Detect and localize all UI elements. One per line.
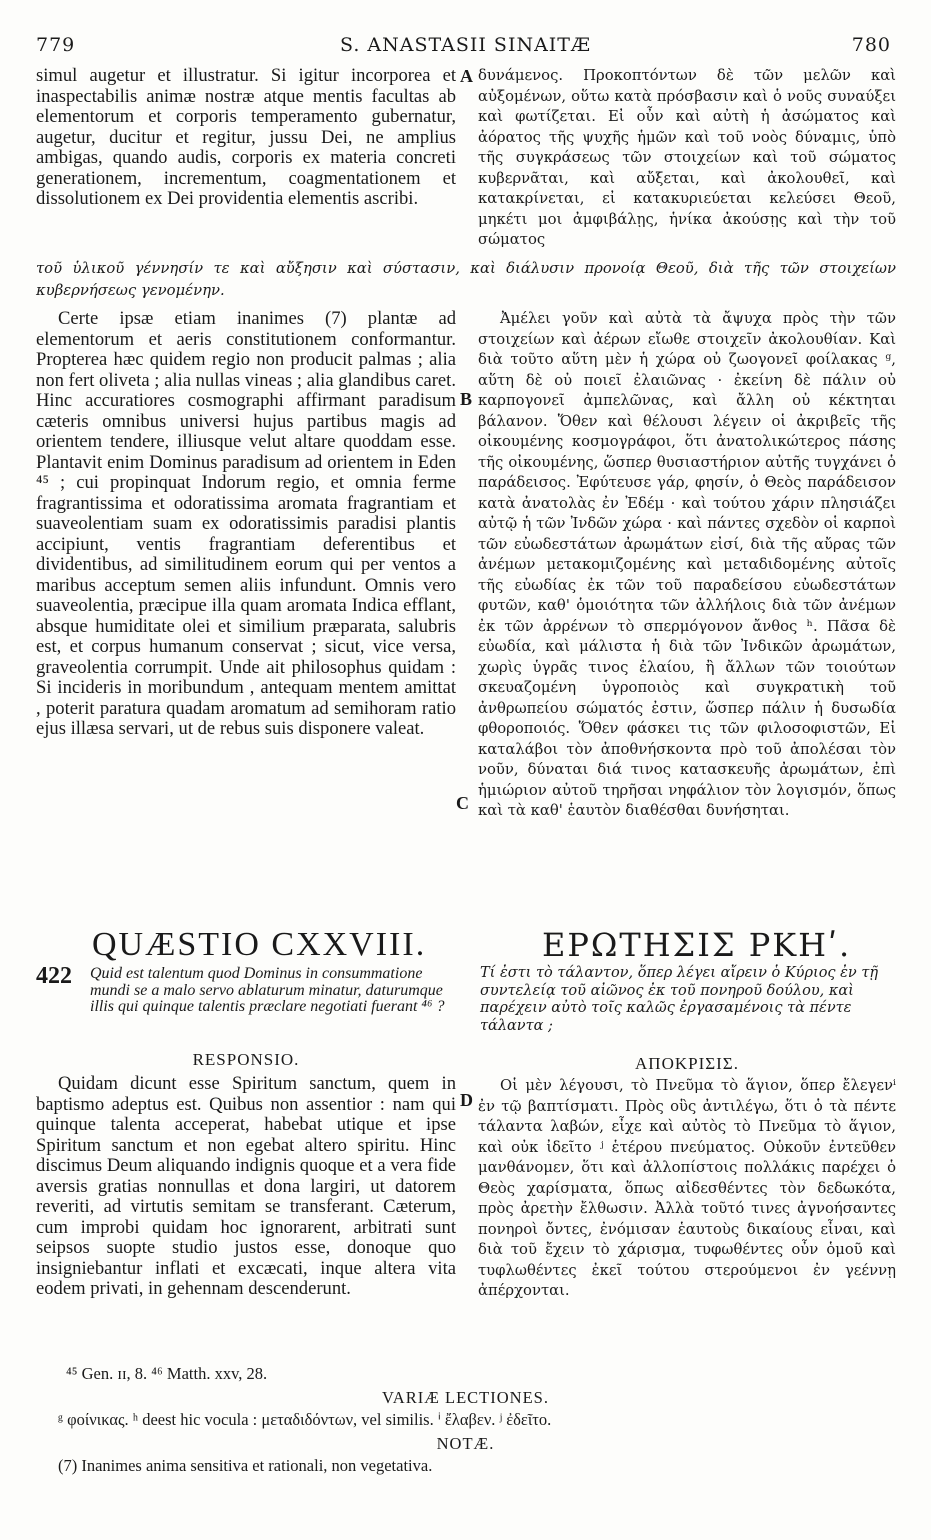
variae-lectiones-heading: VARIÆ LECTIONES. (382, 1388, 549, 1407)
variae-lectiones-text: ᵍ φοίνικας. ʰ deest hic vocula : μεταδιδόντων, vel similis. ⁱ ἔλαβεν. ʲ ἐδεῖτο. (58, 1410, 552, 1429)
greek-full-width-line: τοῦ ὑλικοῦ γέννησίν τε καὶ αὔξησιν καὶ σύστασιν, καὶ διάλυσιν προνοίᾳ Θεοῦ, διὰ τῆς τῶν στοιχείων (36, 260, 896, 277)
apokrisis-heading: ΑΠΟΚΡΙΣΙΣ. (635, 1054, 739, 1073)
question-text-latin: Quid est talentum quod Dominus in consummatione mundi se a malo servo ablaturum minatur, daturumque illis qui quinque talentis præclare negotiati fuerant ⁴⁶ ? (90, 965, 445, 1015)
greek-full-width-line-2: κυβερνήσεως γενομένην. (36, 282, 225, 299)
margin-letter-b: B (460, 389, 473, 409)
responsio-heading: RESPONSIO. (192, 1050, 300, 1069)
latin-answer-paragraph: Quidam dicunt esse Spiritum sanctum, quem in baptismo adeptus est. Quibus non assentior : nam qui quinque talenta acceperat, habebat utique et ipse Spiritum sanctum et non egebat altero spiritu. Hinc discimus Deum aliquando indignis quoque et a vera fide aversis gratias nonnullas et dona largiri, ut datorem reveriti, ad virtutis semitam se transferant. Cæterum, cum improbi quidam hoc ignorarent, arbitrati sunt seipsos suopte studio justos esse, donoque quo insigniebantur inflati et excæcati, inque altera vita eodem privati, in gehennam descenderunt. (36, 1073, 456, 1299)
question-number: 422 (36, 963, 72, 989)
page-number-left: 779 (36, 34, 76, 56)
question-text-greek: Τί ἐστι τὸ τάλαντον, ὅπερ λέγει αἴρειν ὁ Κύριος ἐν τῇ συντελείᾳ τοῦ αἰῶνος ἐκ τοῦ πονηροῦ δούλου, καὶ παρέχειν αὐτὸ τοῖς καλῶς ἐργασαμένοις τὰ πέντε τάλαντα ; (480, 965, 879, 1034)
latin-top-paragraph: simul augetur et illustratur. Si igitur incorporea et inaspectabilis animæ nostræ atque mentis facultas ab elementorum et corporis temperamento gubernatur, augetur, ducitur et regitur, jussu Dei, ne amplius ambigas, quando audis, corporis ex materia concreti generationem, incrementum, coagmentationem et dissolutionem ex Dei providentia elementis ascribi. (36, 65, 456, 209)
margin-letter-a: A (460, 66, 473, 86)
notae-heading: NOTÆ. (436, 1434, 495, 1453)
question-title-greek: ΕΡΩΤΗΣΙΣ ΡΚΗʹ. (542, 926, 852, 964)
margin-letter-c: C (456, 793, 469, 813)
latin-main-paragraph: Certe ipsæ etiam inanimes (7) plantæ ad elementorum et aeris constitutionem conformantur. Propterea hæc quidem regio non producit palmas ; alia non fert oliveta ; alia nullas vineas ; alia glandibus caret. Hinc accuratiores cosmographi affirmant paradisum cæteris omnibus universi hujus partibus magis ad orientem tendere, illiusque velut altare quoddam esse. Plantavit enim Dominus paradisum ad orientem in Eden ⁴⁵ ; cui propinquat Indorum regio, et omnia ferme fragrantissima et odoratissima aromata fragrantiam et suaveolentiam suam ex odoratissimis paradisi plantis accipiunt, ventis fragrantiam deferentibus et dividentibus, ad similitudinem eorum qui per ventos a maribus acceptum semen aliis infundunt. Omnis vero suaveolentia, præcipue illa quam aromata Indica efflant, absque humiditate olei et similium præparata, salubris est, et corpus humanum conservat ; sicut, vice versa, graveolentia corrumpit. Unde ait philosophus quidam : Si incideris in moribundum , antequam mentem amittat , poterit paratura quadam aromatum ad semihoram ratio ejus illæsa servari, ut de rebus suis disponere valeat. (36, 308, 456, 739)
page-number-right: 780 (851, 34, 891, 56)
running-title: S. ANASTASII SINAITÆ (340, 34, 591, 56)
margin-letter-d: D (460, 1090, 473, 1110)
scripture-references: ⁴⁵ Gen. ɪɪ, 8. ⁴⁶ Matth. xxv, 28. (66, 1364, 268, 1383)
notae-text: (7) Inanimes anima sensitiva et rationali, non vegetativa. (58, 1456, 433, 1475)
greek-top-paragraph: δυνάμενος. Προκοπτόντων δὲ τῶν μελῶν καὶ αὐξομένων, οὕτω κατὰ πρόσβασιν καὶ ὁ νοῦς συναύξει καὶ φωτίζεται. Εἰ οὖν καὶ αὐτὴ ἡ ἀσώματος καὶ ἀόρατος τῆς ψυχῆς ἡμῶν καὶ τοῦ νοὸς δύναμις, ὑπὸ τῆς συγκράσεως τῶν στοιχείων καὶ τοῦ σώματος κυβερνᾶται, καὶ αὔξεται, καὶ ἀκολουθεῖ, καὶ κατακρίνεται, εἰ κατακυριεύεται κελεύσει Θεοῦ, μηκέτι μοι ἀμφιβάλῃς, ἡνίκα ἀκούσῃς καὶ τὴν τοῦ σώματος (478, 67, 896, 248)
greek-answer-paragraph: Οἱ μὲν λέγουσι, τὸ Πνεῦμα τὸ ἅγιον, ὅπερ ἔλεγενⁱ ἐν τῷ βαπτίσματι. Πρὸς οὓς ἀντιλέγω, ὅτι ὁ τὰ πέντε τάλαντα λαβών, εἶχε καὶ αὐτὸς τὸ Πνεῦμα τὸ ἅγιον, καὶ οὐκ ἰδεῖτο ʲ ἑτέρου πνεύματος. Οὐκοῦν ἐντεῦθεν μανθάνομεν, ὅτι καὶ ἀλλοπίστοις πολλάκις παρέχει ὁ Θεὸς χαρίσματα, ὅπως αἰδεσθέντες τὸν δεδωκότα, πρὸς ἀρετὴν ἔλθωσιν. Ἀλλὰ τοῦτό τινες ἀγνοήσαντες πονηροὶ ὄντες, ἐνόμισαν ἑαυτοὺς δικαίους εἶναι, καὶ διὰ τοῦ ἔχειν τὸ χάρισμα, τυφωθέντες οὖν ὁμοῦ καὶ τυφλωθέντες ἐκεῖ τούτου στερούμενοι ἐν γεέννῃ ἀπέρχονται. (478, 1077, 896, 1299)
question-title-latin: QUÆSTIO CXXVIII. (92, 926, 427, 963)
greek-main-paragraph: Ἀμέλει γοῦν καὶ αὐτὰ τὰ ἄψυχα πρὸς τὴν τῶν στοιχείων καὶ ἀέρων εἴωθε στοιχεῖν ἀκολουθίαν. Καὶ διὰ τοῦτο αὕτη μὲν ἡ χώρα οὐ ζωογονεῖ φοίλακας ᵍ, αὕτη δὲ οὐ ποιεῖ ἐλαιῶνας · ἐκείνη δὲ πάλιν οὐ καρπογονεῖ ἀμπελῶνας, καὶ ἄλλη οὐ κέκτηται βάλανον. Ὅθεν καὶ θέλουσι λέγειν οἱ ἀκριβεῖς τῆς οἰκουμένης κοσμογράφοι, ὅτι ἀνατολικώτερος πάσης τῆς οἰκουμένης, ὥσπερ θυσιαστήριον αὐτῆς τυγχάνει ὁ παράδεισος. Ἐφύτευσε γάρ, φησίν, ὁ Θεὸς παράδεισον κατὰ ἀνατολὰς ἐν Ἐδέμ · καὶ τούτου χάριν πλησιάζει αὐτῷ ἡ τῶν Ἰνδῶν χώρα · καὶ πάντες σχεδὸν οἱ καρποὶ τῶν εὐωδεστάτων ἀρωμάτων εἰσί, διὰ τῆς αὔρας τῶν ἀνέμων μετακομιζομένης καὶ μεταδιδομένης αὐτοῖς τῆς εὐωδίας ἐκ τῶν τοῦ παραδείσου εὐωδεστάτων φυτῶν, καθ' ὁμοιότητα τῶν ἀλλήλοις διὰ τῶν ἀνέμων ἐκ τῶν ἀρρένων τὸ σπερμόγονον ἄνθος ʰ. Πᾶσα δὲ εὐωδία, καὶ μάλιστα ἡ διὰ τῶν Ἰνδικῶν ἀρωμάτων, χωρὶς ὑγρᾶς τινος ἐλαίου, ἢ ἄλλων τῶν τοιούτων σκευαζομένη ὑγροποιὸς καὶ συγκρατικὴ τοῦ ἀνθρωπείου σώματός ἐστιν, ὥσπερ πάλιν ἡ δυσωδία φθοροποιός. Ὅθεν φάσκει τις τῶν φιλοσοφιστῶν, Εἰ καταλάβοι τὸν ἀποθνήσκοντα πρὸ τοῦ ἀπολέσαι τὸν νοῦν, δύναται διά τινος κατασκευῆς ἀρωμάτων, ἐπὶ ἡμιώριον αὐτοῦ τηρῆσαι νηφάλιον τὸν λογισμόν, ὅπως καὶ τὰ καθ' ἑαυτὸν διαθέσθαι δυνήσηται. (478, 310, 896, 819)
